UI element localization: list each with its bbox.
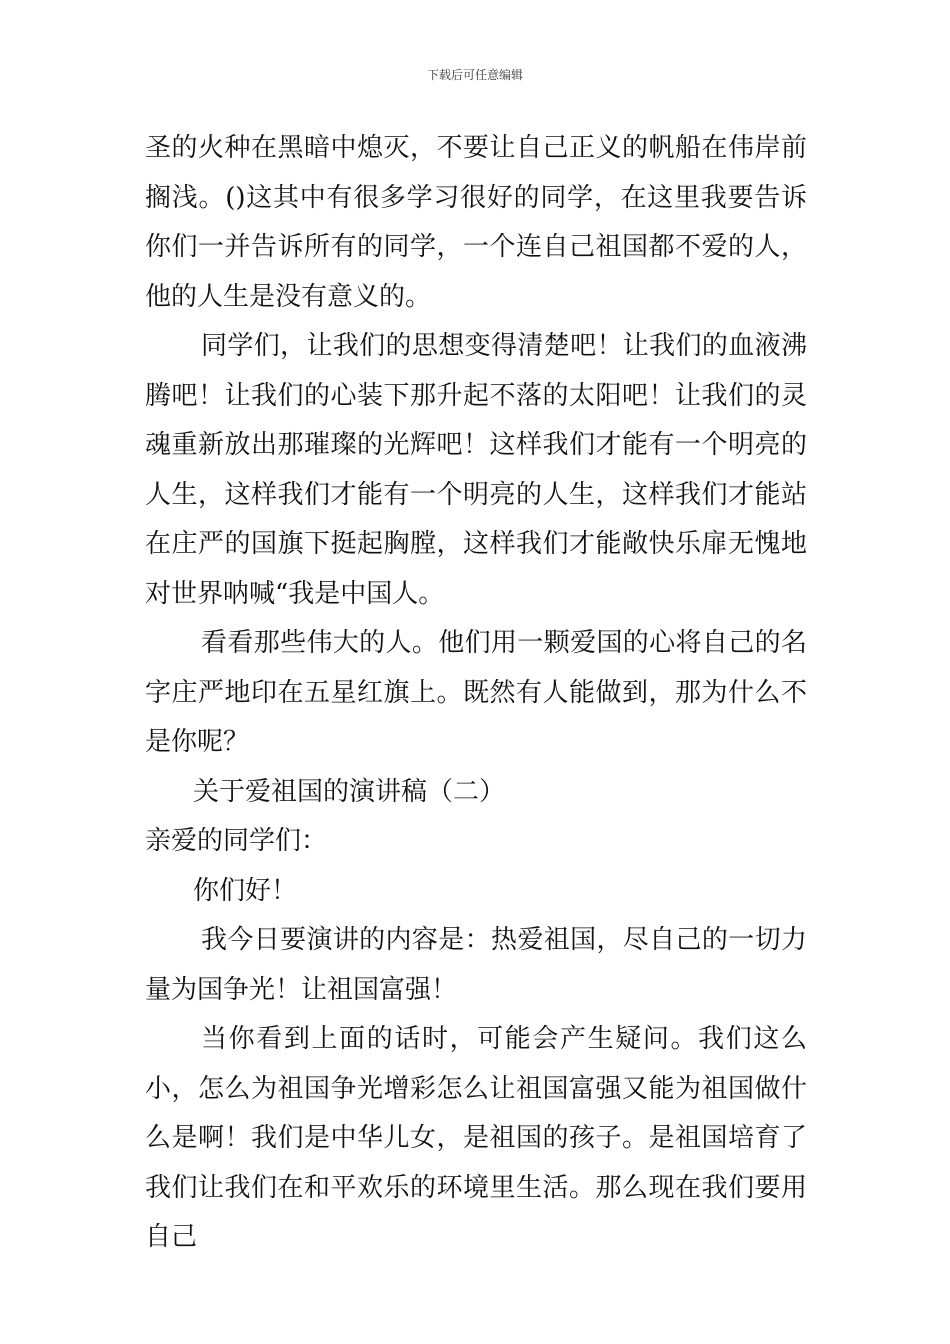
document-body bbox=[145, 124, 807, 1263]
paragraph-2: 同学们，让我们的思想变得清楚吧！让我们的血液沸腾吧！让我们的心装下那升起不落的太阳吧！让我们的灵魂重新放出那璀璨的光辉吧！这样我们才能有一个明亮的人生，这样我们才能有一个明亮的人生，这样我们才能站在庄严的国旗下挺起胸膛，这样我们才能敞快乐扉无愧地对世界呐喊“我是中国人。 bbox=[145, 331, 807, 609]
paragraph-5: 当你看到上面的话时，可能会产生疑问。我们这么小，怎么为祖国争光增彩怎么让祖国富强又能为祖国做什么是啊！我们是中华儿女，是祖国的孩子。是祖国培育了我们让我们在和平欢乐的环境里生活。那么现在我们要用自己 bbox=[145, 1024, 807, 1252]
paragraph-4: 我今日要演讲的内容是：热爱祖国，尽自己的一切力量为国争光！让祖国富强！ bbox=[145, 925, 807, 1005]
paragraph-1: 圣的火种在黑暗中熄灭，不要让自己正义的帆船在伟岸前搁浅。()这其中有很多学习很好的同学，在这里我要告诉你们一并告诉所有的同学，一个连自己祖国都不爱的人，他的人生是没有意义的。 bbox=[145, 133, 807, 312]
paragraph-3: 看看那些伟大的人。他们用一颗爱国的心将自己的名字庄严地印在五星红旗上。既然有人能做到，那为什么不是你呢？ bbox=[145, 628, 807, 757]
greeting: 你们好！ bbox=[193, 875, 298, 906]
page-header: 下载后可任意编辑 bbox=[426, 68, 523, 82]
section-title: 关于爱祖国的演讲稿（二） bbox=[193, 776, 506, 807]
salutation: 亲爱的同学们： bbox=[145, 826, 328, 856]
